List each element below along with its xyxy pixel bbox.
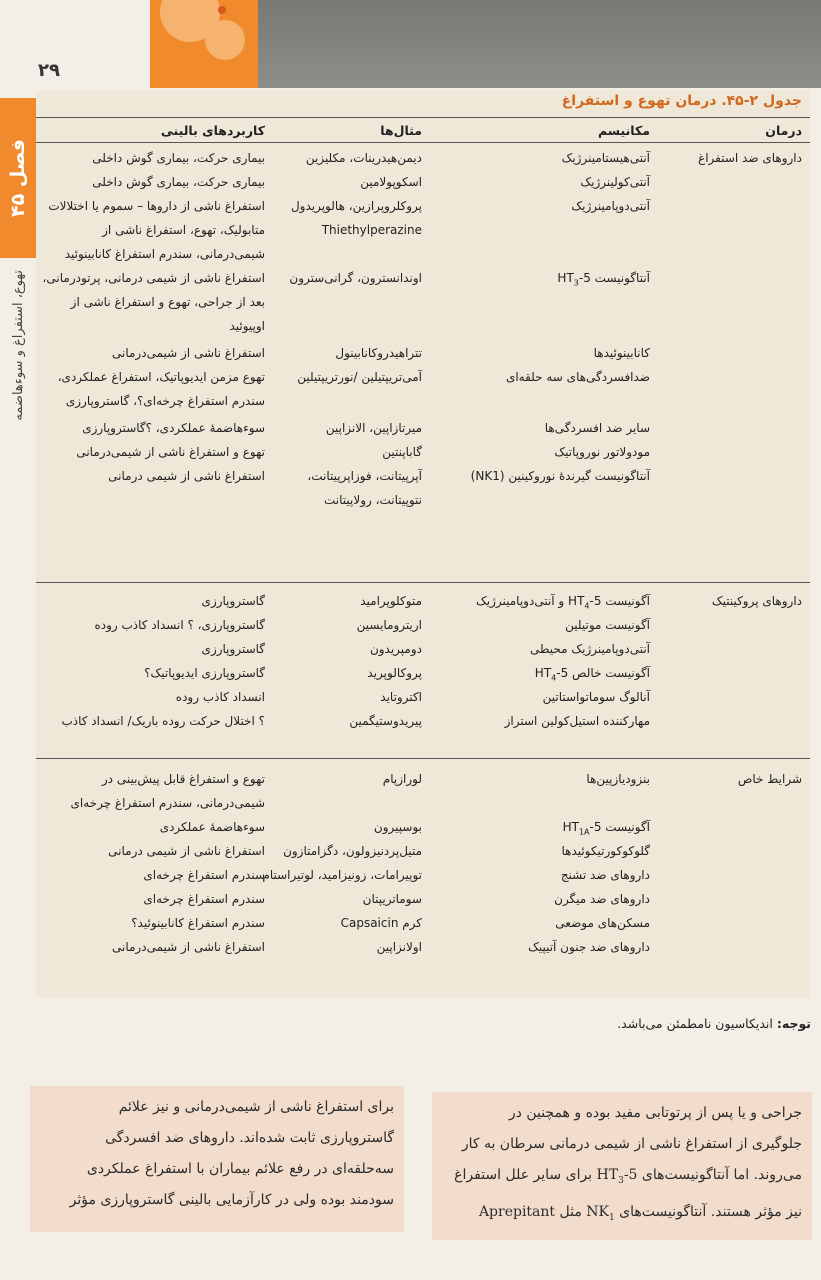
cell-clinical: بیماری حرکت، بیماری گوش داخلی [92, 175, 265, 189]
cell-examples: اوندانسترون، گرانی‌سترون [289, 271, 422, 285]
cell-clinical: تهوع و استفراغ قابل پیش‌بینی در [101, 772, 265, 786]
cell-clinical: استفراغ ناشی از شیمی درمانی [108, 844, 265, 858]
cell-clinical: انسداد کاذب روده [175, 690, 265, 704]
cell-mechanism: سایر ضد افسردگی‌ها [544, 421, 650, 435]
cell-clinical: استفراغ ناشی از شیمی درمانی [108, 469, 265, 483]
decor-dot [218, 6, 226, 14]
cell-examples: آمی‌تریپتیلین /نورتریپتیلین [297, 370, 422, 384]
cell-examples: سوماتریپتان [362, 892, 422, 906]
cell-clinical: شیمی‌درمانی، سندرم استفراغ چرخه‌ای [70, 796, 265, 810]
cell-mechanism: مودولاتور نوروپاتیک [554, 445, 650, 459]
cell-mechanism: آگونیست $5-HT_4$ و آنتی‌دوپامینرژیک [476, 594, 650, 611]
treatment-table [36, 90, 810, 998]
cell-clinical: اوپیوئید [229, 319, 265, 333]
group-antiemetic: داروهای ضد استفراغ [698, 151, 802, 165]
cell-examples: اسکوپولامین [360, 175, 422, 189]
header-left-panel [0, 0, 150, 88]
cell-clinical: بیماری حرکت، بیماری گوش داخلی [92, 151, 265, 165]
cell-examples: گاباپنتین [382, 445, 422, 459]
table-caption: جدول ۲-۴۵. درمان تهوع و استفراغ [561, 93, 802, 109]
cell-mechanism: داروهای ضد تشنج [560, 868, 650, 882]
cell-mechanism: آنتاگونیست $5-HT_3$ [557, 271, 650, 288]
cell-clinical: تهوع مزمن ایدیوپاتیک، استفراغ عملکردی، [57, 370, 265, 384]
cell-examples: میرتازاپین، الانزاپین [325, 421, 422, 435]
cell-clinical: استفراغ ناشی از شیمی درمانی، پرتودرمانی، [42, 271, 265, 285]
cell-mechanism: آگونیست $5-HT_{1A}$ [562, 820, 650, 837]
cell-clinical: استفراغ ناشی از داروها – سموم یا اختلالات [48, 199, 265, 213]
cell-examples: آپرپیتانت، فوزاپرپیتانت، [307, 469, 422, 483]
cell-clinical: سوءهاضمهٔ عملکردی، ؟گاستروپارزی [82, 421, 265, 435]
cell-clinical: شیمی‌درمانی، سندرم استفراغ کانابینوئید [64, 247, 265, 261]
text-box-left [30, 1086, 404, 1232]
cell-clinical: سوءهاضمهٔ عملکردی [159, 820, 265, 834]
header-treatment: درمان [765, 123, 802, 138]
cell-clinical: گاستروپارزی ایدیوپاتیک؟ [144, 666, 265, 680]
cell-examples: متوکلوپرامید [360, 594, 422, 608]
chapter-title-vertical [4, 270, 32, 490]
cell-clinical: متابولیک، تهوع، استفراغ ناشی از [102, 223, 265, 237]
cell-examples: Thiethylperazine [321, 223, 422, 237]
note-text: اندیکاسیون نامطمئن می‌باشد. [617, 1016, 773, 1031]
cell-mechanism: آگونیست موتیلین [565, 618, 650, 632]
paragraph-line: برای استفراغ ناشی از شیمی‌درمانی و نیز علائم [118, 1099, 394, 1115]
cell-clinical: سندرم استفراغ چرخه‌ای [143, 892, 265, 906]
cell-examples: پیریدوستیگمین [349, 714, 422, 728]
cell-clinical: تهوع و استفراغ ناشی از شیمی‌درمانی [76, 445, 265, 459]
cell-mechanism: گلوکوکورتیکوئیدها [561, 844, 650, 858]
cell-examples: دیمن‌هیدرینات، مکلیزین [305, 151, 422, 165]
paragraph-line: گاستروپارزی ثابت شده‌اند. داروهای ضد افسردگی [105, 1130, 394, 1146]
cell-clinical: گاستروپارزی، ؟ انسداد کاذب روده [94, 618, 265, 632]
cell-clinical: استفراغ ناشی از شیمی‌درمانی [112, 346, 265, 360]
chapter-title: تهوع، استفراغ و سوءهاضمه [10, 270, 26, 421]
chapter-tab [0, 98, 36, 258]
group-special: شرایط خاص [737, 772, 802, 786]
cell-examples: توپیرامات، زونیزامید، لوتیراستام [262, 868, 422, 882]
cell-mechanism: آنتی‌دوپامینرژیک محیطی [529, 642, 650, 656]
text-box-right [432, 1092, 812, 1240]
decor-circle [205, 20, 245, 60]
cell-clinical: استفراغ ناشی از شیمی‌درمانی [112, 940, 265, 954]
header-rule [36, 142, 810, 143]
cell-examples: دومپریدون [369, 642, 422, 656]
cell-mechanism: ضدافسردگی‌های سه حلقه‌ای [505, 370, 650, 384]
table-top-rule [36, 117, 810, 118]
group-prokinetic: داروهای پروکینتیک [711, 594, 802, 608]
header-mechanism: مکانیسم [597, 123, 650, 138]
header-clinical: کاربردهای بالینی [160, 123, 265, 138]
cell-examples: اکتروتاید [380, 690, 422, 704]
cell-examples: تتراهیدروکانابینول [335, 346, 422, 360]
page-number: ۲۹ [38, 60, 60, 81]
orange-header-graphic [150, 0, 258, 88]
header-examples: مثال‌ها [380, 123, 422, 138]
cell-examples: اریترومایسین [356, 618, 422, 632]
cell-examples: لورازپام [382, 772, 422, 786]
cell-examples: اولانزاپین [376, 940, 422, 954]
paragraph-line: سه‌حلقه‌ای در رفع علائم بیماران با استفراغ عملکردی [86, 1161, 394, 1177]
cell-clinical: بعد از جراحی، تهوع و استفراغ ناشی از [70, 295, 265, 309]
cell-clinical: سندرم استفراغ چرخه‌ای؟، گاستروپارزی [65, 394, 265, 408]
paragraph-line: سودمند بوده ولی در کارآزمایی بالینی گاستروپارزی مؤثر [69, 1192, 394, 1208]
cell-clinical: سندرم استفراغ کانابینوئید؟ [131, 916, 265, 930]
cell-examples: نتوپیتانت، رولاپیتانت [323, 493, 422, 507]
cell-mechanism: کانابینوئیدها [593, 346, 650, 360]
cell-clinical: گاستروپارزی [201, 594, 265, 608]
cell-examples: متیل‌پردنیزولون، دگزامتازون [283, 844, 422, 858]
cell-examples: کرم Capsaicin [340, 916, 422, 930]
note-label: توجه: [776, 1016, 811, 1031]
table-note [617, 1016, 811, 1031]
cell-mechanism: آنالوگ سوماتواستاتین [542, 690, 650, 704]
cell-clinical: گاستروپارزی [201, 642, 265, 656]
cell-examples: پروکلروپرازین، هالوپریدول [290, 199, 422, 213]
group-divider [36, 758, 810, 759]
cell-examples: بوسپیرون [373, 820, 422, 834]
cell-mechanism: داروهای ضد میگرن [554, 892, 650, 906]
chapter-tab-label: فصل ۴۵ [7, 139, 29, 217]
paragraph-line: جلوگیری از استفراغ ناشی از شیمی درمانی سرطان به کار [461, 1136, 802, 1152]
cell-mechanism: مسکن‌های موضعی [555, 916, 650, 930]
cell-mechanism: آنتی‌هیستامینرژیک [561, 151, 650, 165]
cell-mechanism: مهارکننده استیل‌کولین استراز [504, 714, 650, 728]
paragraph-line: نیز مؤثر هستند. آنتاگونیست‌های $NK_1$ مثل Aprepitant [478, 1203, 802, 1223]
cell-examples: پروکالوپرید [367, 666, 422, 680]
cell-mechanism: آنتی‌دوپامینرژیک [571, 199, 650, 213]
cell-clinical: سندرم استفراغ چرخه‌ای [143, 868, 265, 882]
cell-mechanism: آنتاگونیست گیرندهٔ نوروکینین (NK1) [470, 469, 650, 483]
group-divider [36, 582, 810, 583]
cell-mechanism: آنتی‌کولینرژیک [580, 175, 650, 189]
cell-clinical: ؟ اختلال حرکت روده باریک/ انسداد کاذب [61, 714, 265, 728]
paragraph-line: می‌روند. اما آنتاگونیست‌های $5-HT_3$ برای سایر علل استفراغ [454, 1167, 802, 1186]
cell-mechanism: بنزودیازپین‌ها [586, 772, 650, 786]
paragraph-line: جراحی و یا پس از پرتوتابی مفید بوده و همچنین در [508, 1105, 802, 1121]
cell-mechanism: داروهای ضد جنون آتیپیک [528, 940, 650, 954]
cell-mechanism: آگونیست خالص $5-HT_4$ [534, 666, 650, 683]
